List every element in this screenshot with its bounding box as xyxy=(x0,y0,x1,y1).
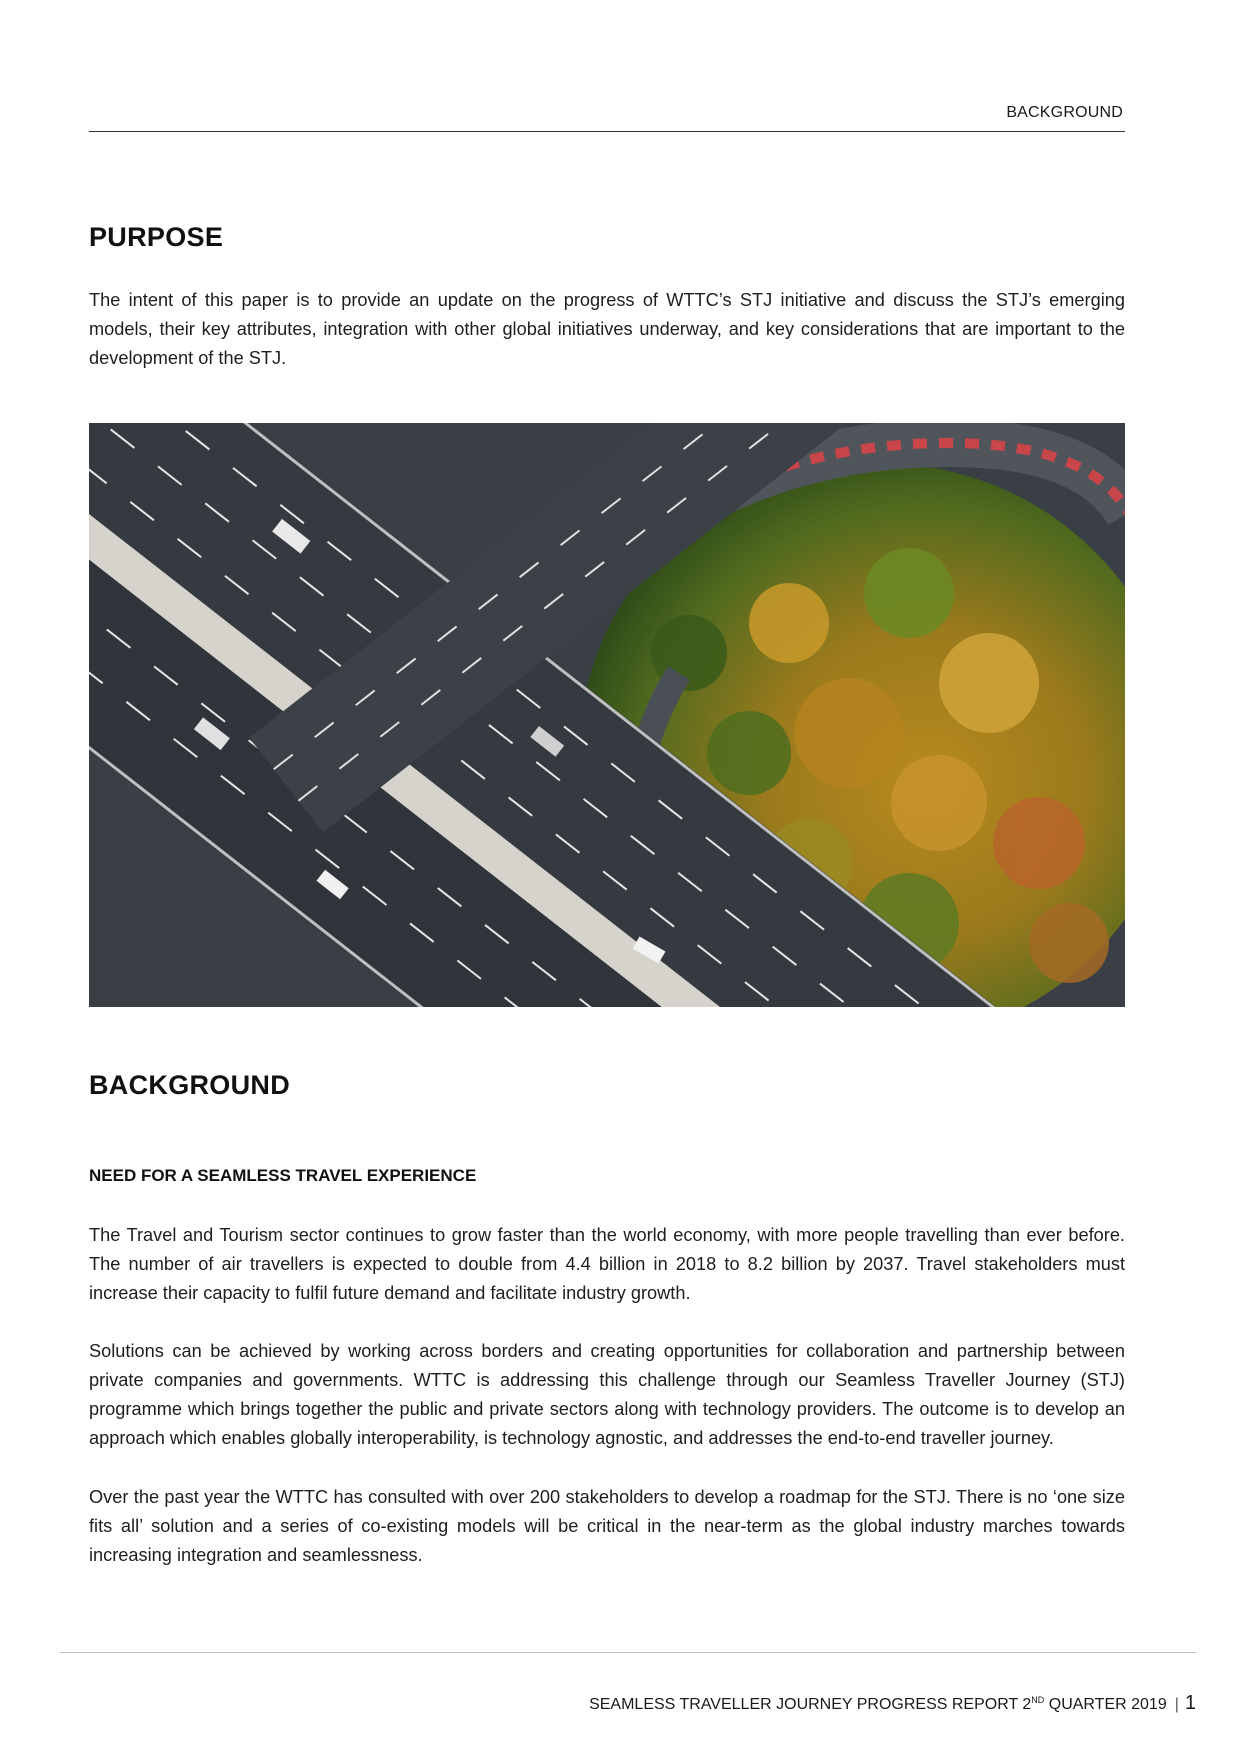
background-subheading: NEED FOR A SEAMLESS TRAVEL EXPERIENCE xyxy=(89,1166,477,1185)
header-divider xyxy=(89,131,1125,132)
background-paragraph-2: Solutions can be achieved by working across borders and creating opportunities for collaboration and partnership between private companies and governments. WTTC is addressing this challenge through our Seamless Traveller Journey (STJ) programme which brings together the public and private sectors along with technology providers. The outcome is to develop an approach which enables globally interoperability, is technology agnostic, and addresses the end-to-end traveller journey. xyxy=(89,1341,1125,1448)
running-header: BACKGROUND xyxy=(1006,104,1123,121)
footer-divider xyxy=(60,1652,1196,1653)
highway-aerial-photo xyxy=(89,423,1125,1007)
page-number: 1 xyxy=(1184,1692,1196,1714)
page-footer xyxy=(589,1692,1196,1715)
footer-ordinal-suffix: ND xyxy=(1031,1695,1045,1705)
background-paragraph-1: The Travel and Tourism sector continues to grow faster than the world economy, with more people travelling than ever before. The number of air travellers is expected to double from 4.4 billion in 2018 to 8.2 billion by 2037. Travel stakeholders must increase their capacity to fulfil future demand and facilitate industry growth. xyxy=(89,1225,1125,1303)
footer-period: QUARTER 2019 xyxy=(1044,1696,1167,1713)
background-heading: BACKGROUND xyxy=(89,1070,290,1100)
footer-report-title: SEAMLESS TRAVELLER JOURNEY PROGRESS REPORT 2 xyxy=(589,1696,1032,1713)
purpose-paragraph: The intent of this paper is to provide an update on the progress of WTTC’s STJ initiative and discuss the STJ’s emerging models, their key attributes, integration with other global initiatives underway, and key considerations that are important to the development of the STJ. xyxy=(89,290,1125,368)
purpose-heading: PURPOSE xyxy=(89,222,224,252)
footer-separator: | xyxy=(1174,1696,1179,1713)
background-paragraph-3: Over the past year the WTTC has consulted with over 200 stakeholders to develop a roadmap for the STJ. There is no ‘one size fits all’ solution and a series of co-existing models will be critical in the near-term as the global industry marches towards increasing integration and seamlessness. xyxy=(89,1487,1125,1565)
